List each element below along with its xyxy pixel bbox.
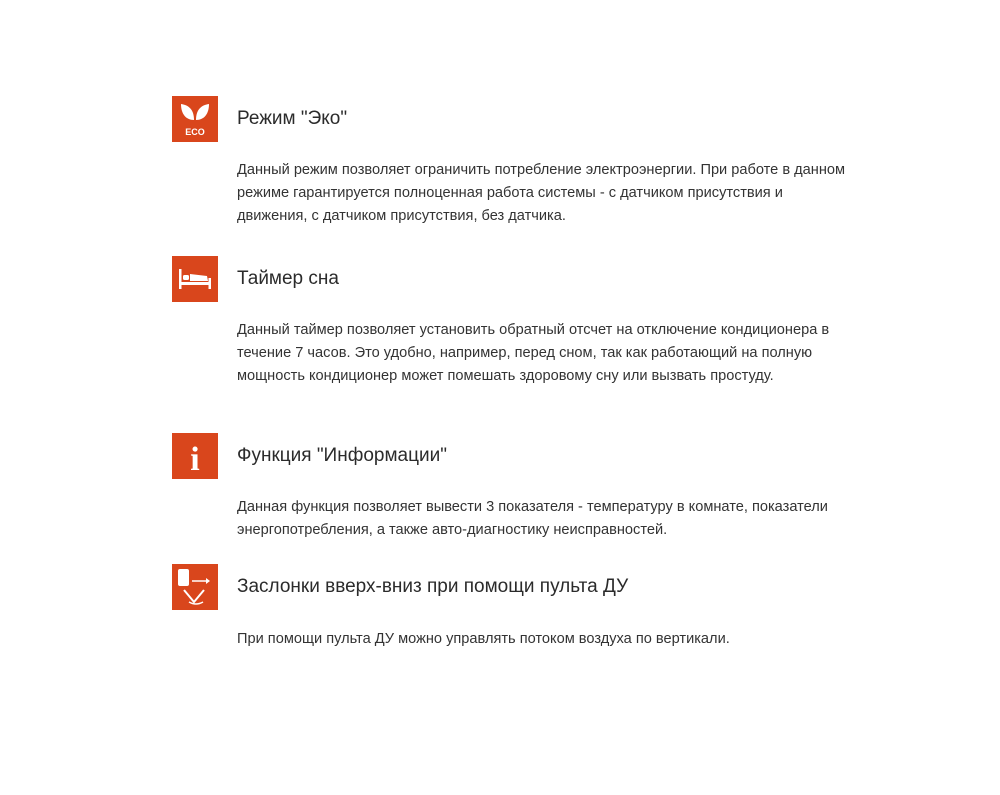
feature-description: Данный режим позволяет ограничить потребление электроэнергии. При работе в данном режиме гарантируется полноценная работа системы - с датчиком присутствия и движения, с датчиком присутствия, без датчика.	[237, 162, 846, 224]
feature-description: Данный таймер позволяет установить обратный отсчет на отключение кондиционера в течение 7 часов. Это удобно, например, перед сном, так как работающий на полную мощность кондиционер может помешать здоровому сну или вызвать простуду.	[237, 322, 830, 384]
remote-louver-icon	[172, 564, 218, 610]
eco-leaf-icon	[172, 96, 218, 142]
feature-title: Функция "Информации"	[237, 445, 447, 466]
eco-icon-label: ECO	[185, 127, 205, 137]
feature-description: При помощи пульта ДУ можно управлять потоком воздуха по вертикали.	[237, 631, 730, 647]
feature-sleep-timer	[172, 256, 852, 416]
feature-title: Таймер сна	[237, 268, 339, 289]
feature-description: Данная функция позволяет вывести 3 показателя - температуру в комнате, показатели энергопотребления, а также авто-диагностику неисправностей.	[237, 499, 828, 538]
info-icon	[172, 433, 218, 479]
feature-information	[172, 433, 852, 548]
feature-louver-remote	[172, 564, 852, 664]
feature-eco	[172, 96, 852, 236]
feature-title: Режим "Эко"	[237, 108, 348, 129]
bed-icon	[172, 256, 218, 302]
info-icon-glyph: i	[190, 441, 200, 478]
feature-title: Заслонки вверх-вниз при помощи пульта ДУ	[237, 576, 629, 597]
